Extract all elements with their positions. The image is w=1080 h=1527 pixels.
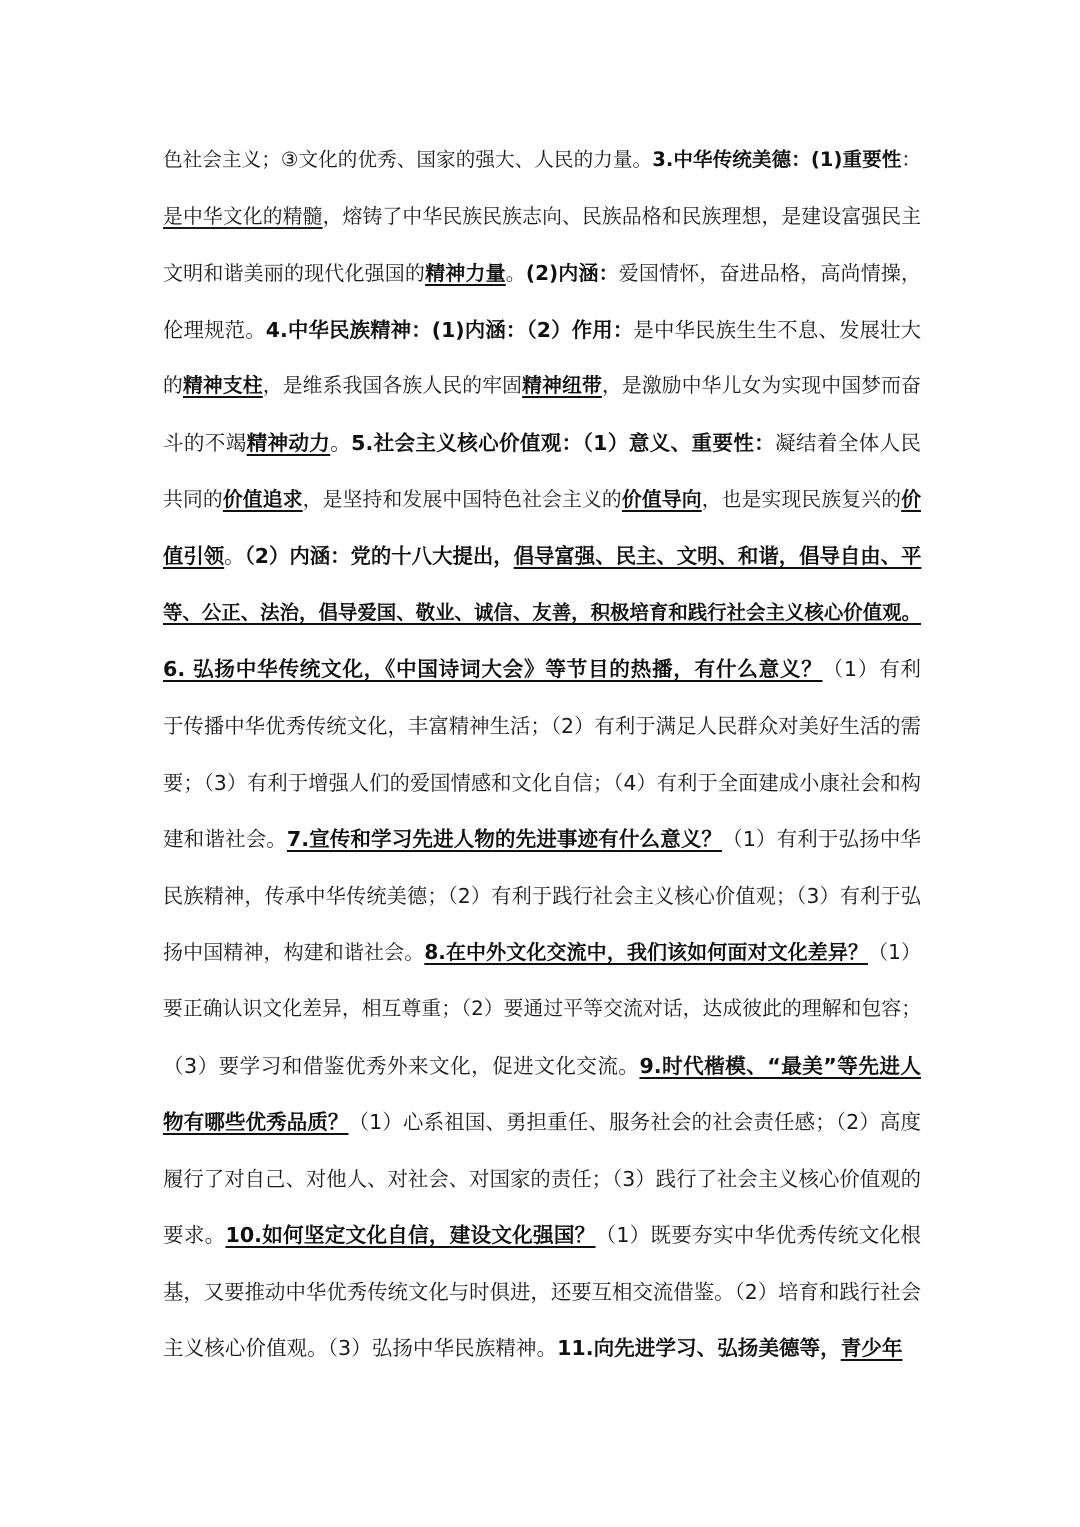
body-text: 要正确认识文化差异，相互尊重；（2）要通过平等交流对话，达成彼此的理解和包容； (163, 996, 921, 1020)
text-line (163, 245, 921, 302)
emphasized-text: 8.在中外文化交流中，我们该如何面对文化差异？ (424, 940, 869, 965)
body-text: 。 (330, 430, 352, 455)
body-text: 伦理规范。 (163, 317, 266, 342)
body-text: 。 (224, 544, 245, 569)
text-line (163, 811, 921, 868)
text-line (163, 698, 921, 755)
text-line (163, 415, 921, 472)
text-line (163, 472, 921, 529)
emphasized-text: 精神力量 (425, 261, 506, 286)
body-text: （1）有利 (822, 657, 921, 682)
emphasized-text: 11.向先进学习、弘扬美德等， (557, 1336, 841, 1361)
emphasized-text: 10.如何坚定文化自信，建设文化强国？ (225, 1223, 596, 1248)
emphasized-text: 值引领 (163, 544, 225, 569)
text-line (163, 981, 921, 1038)
body-text: ，是维系我国各族人民的牢固 (262, 374, 523, 398)
body-text: 的 (163, 374, 183, 398)
body-text: 主义核心价值观。（3）弘扬中华民族精神。 (163, 1336, 558, 1361)
text-line (163, 1264, 921, 1321)
text-line (163, 641, 921, 698)
body-text: 履行了对自己、对他人、对社会、对国家的责任；（3）践行了社会主义核心价值观的 (163, 1166, 921, 1191)
emphasized-text: 精神纽带 (522, 374, 602, 398)
body-text: 色社会主义；③文化的优秀、国家的强大、人民的力量。 (163, 148, 653, 171)
emphasized-text: 价值追求 (222, 487, 303, 511)
emphasized-text: 3.中华传统美德：(1)重要性 (652, 148, 902, 171)
body-text: 于传播中华优秀传统文化，丰富精神生活；（2）有利于满足人民群众对美好生活的需 (163, 713, 921, 738)
text-line (163, 924, 921, 981)
body-text: 民族精神，传承中华传统美德；（2）有利于践行社会主义核心价值观；（3）有利于弘 (163, 883, 921, 908)
emphasized-text: （2）内涵：党的十八大提出， (244, 544, 514, 569)
text-line (163, 358, 921, 415)
body-text: 扬中国精神，构建和谐社会。 (163, 940, 425, 965)
body-text: （1） (868, 940, 922, 965)
text-line (163, 189, 921, 246)
body-text: 斗的不竭 (163, 430, 247, 455)
body-text: 文明和谐美丽的现代化强国的 (163, 261, 426, 286)
text-line (163, 755, 921, 812)
text-line (163, 1094, 921, 1151)
text-line (163, 585, 921, 642)
body-text: 是中华文化的精髓 (163, 204, 323, 228)
body-text: 建和谐社会。 (163, 827, 287, 852)
text-line (163, 1320, 921, 1377)
text-line (163, 1207, 921, 1264)
text-line (163, 1038, 921, 1095)
body-text: 凝结着全体人民 (775, 430, 922, 455)
emphasized-text: 5.社会主义核心价值观：（1）意义、重要性： (351, 430, 776, 455)
body-text: ： (901, 148, 921, 171)
emphasized-text: 价 (901, 487, 921, 511)
text-line (163, 528, 921, 585)
emphasized-text: 等、公正、法治，倡导爱国、敬业、诚信、友善，积极培育和践行社会主义核心价值观。 (163, 600, 921, 624)
body-text: （1）有利于弘扬中华 (722, 827, 921, 852)
text-line (163, 868, 921, 925)
body-text: 共同的 (163, 487, 223, 511)
emphasized-text: 物有哪些优秀品质？ (163, 1110, 349, 1135)
body-text: ，是坚持和发展中国特色社会主义的 (302, 487, 622, 511)
document-body (163, 132, 921, 1377)
body-text: 。 (505, 261, 526, 286)
text-line (163, 1151, 921, 1208)
emphasized-text: 倡导富强、民主、文明、和谐，倡导自由、平 (513, 544, 922, 569)
emphasized-text: 9.时代楷模、“最美”等先进人 (639, 1053, 921, 1078)
body-text: 基，又要推动中华优秀传统文化与时俱进，还要互相交流借鉴。（2）培育和践行社会 (163, 1279, 921, 1304)
body-text: （3）要学习和借鉴优秀外来文化，促进文化交流。 (163, 1053, 640, 1078)
emphasized-text: 价值导向 (621, 487, 702, 511)
emphasized-text: 精神支柱 (182, 374, 263, 398)
body-text: 要；（3）有利于增强人们的爱国情感和文化自信；（4）有利于全面建成小康社会和构 (163, 770, 921, 795)
body-text: ，也是实现民族复兴的 (701, 487, 902, 511)
body-text: （1）既要夯实中华优秀传统文化根 (595, 1223, 922, 1248)
emphasized-text: (2)内涵： (525, 261, 619, 286)
body-text: ，是激励中华儿女为实现中国梦而奋 (601, 374, 921, 398)
emphasized-text: 4.中华民族精神：(1)内涵：（2）作用： (265, 317, 634, 342)
body-text: （1）心系祖国、勇担重任、服务社会的社会责任感；（2）高度 (348, 1110, 922, 1135)
text-line (163, 132, 921, 189)
body-text: ，熔铸了中华民族民族志向、民族品格和民族理想，是建设富强民主 (322, 204, 921, 228)
body-text: 要求。 (163, 1223, 226, 1248)
body-text: 爱国情怀，奋进品格，高尚情操， (618, 261, 922, 286)
text-line (163, 302, 921, 359)
emphasized-text: 7.宣传和学习先进人物的先进事迹有什么意义？ (286, 827, 723, 852)
emphasized-text: 6. 弘扬中华传统文化，《中国诗词大会》等节目的热播，有什么意义？ (163, 657, 823, 682)
body-text: 是中华民族生生不息、发展壮大 (633, 317, 922, 342)
emphasized-text: 精神动力 (246, 430, 331, 455)
emphasized-text: 青少年 (840, 1336, 903, 1361)
